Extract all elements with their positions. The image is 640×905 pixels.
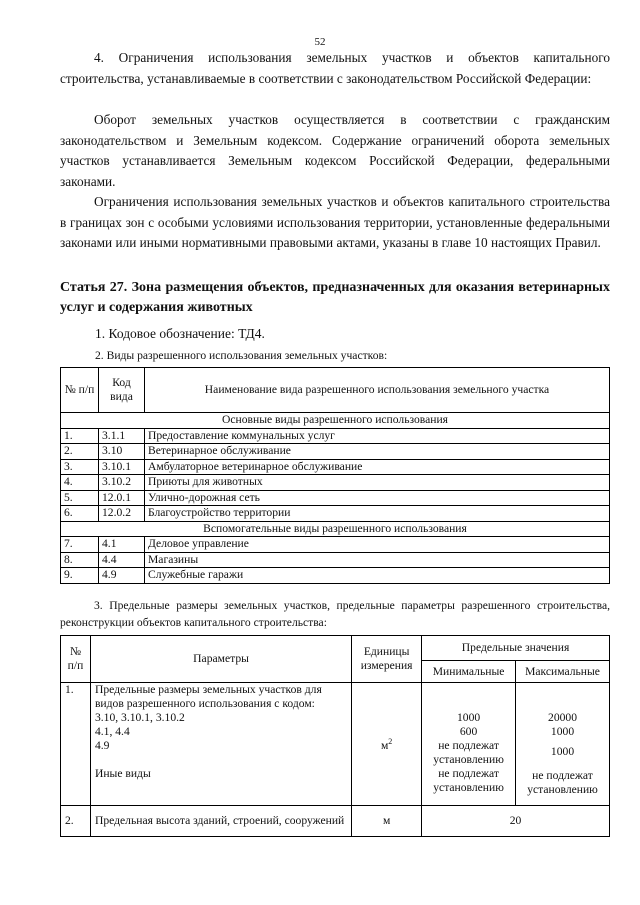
row-name: Амбулаторное ветеринарное обслуживание <box>145 459 610 475</box>
row-num: 6. <box>61 506 99 522</box>
row-code: 4.4 <box>99 552 145 568</box>
code-line: 1. Кодовое обозначение: ТД4. <box>95 326 265 341</box>
row-num: 5. <box>61 490 99 506</box>
param-codes-a: 3.10, 3.10.1, 3.10.2 <box>94 711 185 724</box>
row-num: 1. <box>61 428 99 444</box>
min-value: 600 <box>459 725 478 738</box>
limits-header-max: Максимальные <box>516 661 610 683</box>
table-row <box>61 444 610 460</box>
uses-table-header <box>61 368 610 413</box>
limits-header-units: Единицы измерения <box>352 636 422 683</box>
table-row <box>61 568 610 584</box>
table-row <box>61 537 610 553</box>
row-code: 12.0.2 <box>99 506 145 522</box>
paragraph-restrictions: 4. Ограничения использования земельных участков и объектов капитального строительства, устанавливаемые в соответствии с законодательством Российской Федерации: <box>60 50 610 86</box>
row-num: 3. <box>61 459 99 475</box>
row-num: 9. <box>61 568 99 584</box>
row-max <box>516 683 610 806</box>
row-unit: м <box>352 806 422 837</box>
paragraph-land-turnover: Оборот земельных участков осуществляется в соответствии с гражданским законодательством и Земельным кодексом. Содержание ограничений оборота земельных участков устанавливается Земельным кодексом Российской Федерации, федеральными законами. <box>60 112 610 189</box>
unit-text: м <box>380 738 389 752</box>
row-num: 8. <box>61 552 99 568</box>
row-name: Улично-дорожная сеть <box>145 490 610 506</box>
row-num: 4. <box>61 475 99 491</box>
param-title: Предельные размеры земельных участков для видов разрешенного использования с кодом: <box>94 683 322 710</box>
header-code: Код вида <box>99 368 145 413</box>
max-value: 1000 <box>550 745 575 758</box>
row-num: 7. <box>61 537 99 553</box>
param-codes-c: 4.9 <box>94 739 110 752</box>
limits-table <box>60 635 610 837</box>
row-code: 3.10.1 <box>99 459 145 475</box>
row-name: Ветеринарное обслуживание <box>145 444 610 460</box>
limits-header-num: № п/п <box>61 636 91 683</box>
table-row <box>61 490 610 506</box>
row-code: 3.10.2 <box>99 475 145 491</box>
row-name: Магазины <box>145 552 610 568</box>
min-value: 1000 <box>456 711 481 724</box>
table-row <box>61 459 610 475</box>
param-codes-d: Иные виды <box>94 767 151 780</box>
row-code: 3.10 <box>99 444 145 460</box>
section-aux-title: Вспомогательные виды разрешенного использования <box>61 521 610 537</box>
header-num: № п/п <box>61 368 99 413</box>
row-value: 20 <box>422 806 610 837</box>
max-value: не подлежат установлению <box>527 769 598 796</box>
limits-header-limits: Предельные значения <box>422 636 610 661</box>
row-num: 2. <box>61 806 91 837</box>
page-number: 52 <box>314 36 326 48</box>
table-row <box>61 683 610 806</box>
param-codes-b: 4.1, 4.4 <box>94 725 130 738</box>
row-param <box>90 683 351 806</box>
row-min <box>422 683 516 806</box>
row-name: Деловое управление <box>145 537 610 553</box>
row-name: Предоставление коммунальных услуг <box>145 428 610 444</box>
table-row <box>61 475 610 491</box>
section-main-title: Основные виды разрешенного использования <box>61 413 610 429</box>
min-value: не подлежат установлению <box>433 739 504 766</box>
article-heading: Статья 27. Зона размещения объектов, предназначенных для оказания ветеринарных услуг и содержания животных <box>60 280 610 315</box>
table-row <box>61 506 610 522</box>
row-name: Благоустройство территории <box>145 506 610 522</box>
max-value: 1000 <box>550 725 575 738</box>
row-code: 4.9 <box>99 568 145 584</box>
row-num: 2. <box>61 444 99 460</box>
row-unit <box>352 683 422 806</box>
limits-header-params: Параметры <box>90 636 351 683</box>
limits-heading: 3. Предельные размеры земельных участков, предельные параметры разрешенного строительства, реконструкции объектов капитального строительства: <box>60 599 610 629</box>
section-main <box>61 413 610 429</box>
row-code: 3.1.1 <box>99 428 145 444</box>
unit-sup: 2 <box>388 737 393 747</box>
table-row <box>61 552 610 568</box>
table-row <box>61 428 610 444</box>
row-name: Служебные гаражи <box>145 568 610 584</box>
header-name: Наименование вида разрешенного использования земельного участка <box>145 368 610 413</box>
paragraph-special-zones: Ограничения использования земельных участков и объектов капитального строительства в границах зон с особыми условиями использования территории, установленные федеральными законами или иными нормативными правовыми актами, указаны в главе 10 настоящих Правил. <box>60 194 610 250</box>
row-code: 4.1 <box>99 537 145 553</box>
min-value: не подлежат установлению <box>433 767 504 794</box>
uses-heading: 2. Виды разрешенного использования земельных участков: <box>95 349 388 362</box>
limits-header-min: Минимальные <box>422 661 516 683</box>
row-code: 12.0.1 <box>99 490 145 506</box>
row-param: Предельная высота зданий, строений, сооружений <box>90 806 351 837</box>
max-value: 20000 <box>548 711 577 724</box>
section-aux <box>61 521 610 537</box>
uses-table <box>60 367 610 584</box>
row-num: 1. <box>61 683 91 806</box>
row-name: Приюты для животных <box>145 475 610 491</box>
table-row <box>61 806 610 837</box>
